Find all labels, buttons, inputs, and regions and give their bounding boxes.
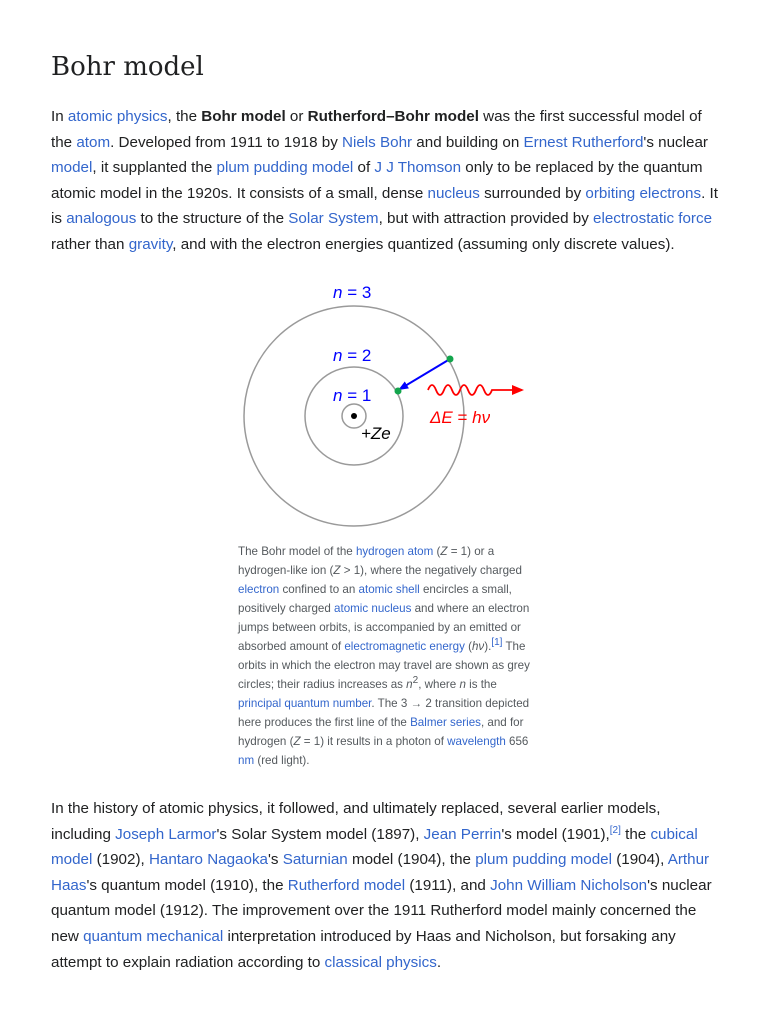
link-atomic-shell[interactable]: atomic shell — [358, 583, 420, 596]
text: and building on — [412, 133, 524, 151]
text: . The 3 → 2 transition depicted here produces the first line of the — [238, 697, 530, 729]
n3-rest: = 3 — [342, 283, 372, 302]
text: to the structure of the — [136, 210, 289, 228]
italic-z: Z — [333, 564, 341, 577]
text: , and with the electron energies quantized (assuming only discrete values). — [172, 235, 675, 253]
page-title: Bohr model — [51, 52, 204, 82]
photon-energy-label — [429, 408, 491, 427]
link-classical-physics[interactable]: classical physics — [324, 953, 437, 971]
link-quantum-mechanical[interactable]: quantum mechanical — [83, 927, 224, 945]
text: , it supplanted the — [92, 159, 217, 177]
nucleus-dot — [351, 413, 357, 419]
electron-n2 — [395, 388, 402, 395]
link-hydrogen-atom[interactable]: hydrogen atom — [355, 545, 434, 558]
link-nucleus[interactable]: nucleus — [427, 184, 480, 202]
text: (1911), and — [405, 876, 491, 894]
link-plum-pudding-model-2[interactable]: plum pudding model — [475, 851, 612, 869]
link-john-william-nicholson[interactable]: John William Nicholson — [490, 876, 648, 894]
italic-z: Z — [440, 545, 448, 558]
link-balmer-series[interactable]: Balmer series — [410, 716, 481, 729]
link-electromagnetic-energy[interactable]: electromagnetic energy — [344, 640, 465, 653]
n1-rest: = 1 — [342, 386, 372, 405]
text: 's nuclear quantum model (1912). The improvement over the 1911 Rutherford model mainly concerned the new — [51, 876, 712, 945]
text: and where an electron jumps between orbits, is accompanied by an emitted or absorbed amount of — [238, 602, 530, 653]
bohr-model-figure[interactable] — [232, 280, 532, 548]
history-paragraph — [51, 796, 723, 975]
n2-rest: = 2 — [342, 346, 372, 365]
figure-caption — [238, 542, 534, 770]
link-jean-perrin[interactable]: Jean Perrin — [423, 825, 502, 843]
link-atomic-nucleus[interactable]: atomic nucleus — [334, 602, 412, 615]
link-plum-pudding-model[interactable]: plum pudding model — [216, 159, 354, 177]
text: (1902), — [92, 851, 149, 869]
text: In — [51, 108, 68, 125]
link-arthur-haas[interactable]: Arthur Haas — [51, 851, 710, 894]
n2-var: n — [333, 346, 343, 365]
text: rather than — [51, 235, 129, 253]
link-electron[interactable]: electron — [238, 583, 280, 596]
text: ). — [484, 640, 492, 653]
text: = 1) or a hydrogen-like ion ( — [238, 545, 495, 577]
link-rutherford-model[interactable]: Rutherford model — [287, 876, 406, 894]
link-atom[interactable]: atom — [76, 133, 111, 151]
photon-wave — [428, 385, 522, 395]
italic-n: n — [459, 678, 466, 691]
text: the — [620, 825, 651, 843]
text: > 1), where the negatively charged — [340, 564, 522, 577]
text: = 1) it results in a photon of — [300, 735, 448, 748]
link-saturnian[interactable]: Saturnian — [282, 851, 348, 869]
text: 's quantum model (1910), the — [86, 876, 288, 894]
text: The orbits in which the electron may travel are shown as grey circles; their radius increases as — [238, 640, 530, 691]
link-solar-system[interactable]: Solar System — [288, 210, 379, 228]
label-n2 — [333, 346, 371, 365]
superscript-2: 2 — [412, 675, 419, 687]
link-electrostatic-force[interactable]: electrostatic force — [593, 210, 713, 228]
text: surrounded by — [479, 184, 586, 202]
text: ( — [464, 640, 472, 653]
link-model[interactable]: model — [51, 159, 93, 177]
text: was the first successful model of the — [51, 108, 702, 151]
link-orbiting-electrons[interactable]: orbiting electrons — [585, 184, 702, 202]
text: model (1904), the — [347, 851, 476, 869]
text: of — [353, 159, 375, 177]
text: , the — [167, 108, 202, 125]
label-n3 — [333, 283, 371, 302]
italic-n: n — [406, 678, 413, 691]
text: (1904), — [611, 851, 668, 869]
italic-hv: hν — [471, 640, 485, 653]
text: . Developed from 1911 to 1918 by — [110, 133, 343, 151]
intro-paragraph — [51, 104, 723, 258]
text: encircles a small, positively charged — [238, 583, 512, 615]
text: 656 — [505, 735, 529, 748]
italic-z: Z — [293, 735, 301, 748]
text: only to be replaced by the quantum atomic model in the 1920s. It consists of a small, dense — [51, 159, 703, 202]
bohr-diagram — [232, 280, 532, 548]
link-niels-bohr[interactable]: Niels Bohr — [342, 133, 413, 151]
text: , but with attraction provided by — [378, 210, 594, 228]
link-wavelength[interactable]: wavelength — [447, 735, 506, 748]
text: 's — [267, 851, 283, 869]
text: interpretation introduced by Haas and Nicholson, but forsaking any attempt to explain radiation according to — [51, 927, 676, 971]
reference-2[interactable]: [2] — [609, 824, 621, 836]
text: , and for hydrogen ( — [238, 716, 524, 748]
link-hantaro-nagaoka[interactable]: Hantaro Nagaoka — [148, 851, 268, 869]
bold-term: Rutherford–Bohr model — [307, 108, 479, 125]
n3-var: n — [333, 283, 343, 302]
text: 's nuclear — [643, 133, 708, 151]
link-jj-thomson[interactable]: J J Thomson — [374, 159, 462, 177]
text: . It is — [51, 184, 718, 228]
energy-eq: = — [452, 408, 473, 427]
link-cubical-model[interactable]: cubical model — [51, 825, 698, 869]
transition-arrow — [400, 359, 450, 389]
energy-h: hν — [472, 408, 491, 427]
label-n1 — [333, 386, 371, 405]
text: 's model (1901), — [501, 825, 610, 843]
link-joseph-larmor[interactable]: Joseph Larmor — [115, 825, 217, 843]
text: The Bohr model of the — [238, 545, 356, 558]
text: , where — [418, 678, 460, 691]
link-principal-quantum-number[interactable]: principal quantum number — [238, 697, 372, 710]
electron-n3 — [447, 356, 454, 363]
link-ernest-rutherford[interactable]: Ernest Rutherford — [523, 133, 644, 151]
text: (red light). — [254, 754, 310, 767]
n1-var: n — [333, 386, 343, 405]
text: confined to an — [279, 583, 359, 596]
reference-1[interactable]: [1] — [491, 637, 503, 649]
text: is the — [465, 678, 497, 691]
bold-term: Bohr model — [201, 108, 286, 125]
energy-delta: ΔE — [430, 408, 453, 427]
text: or — [285, 108, 308, 125]
nucleus-charge-label: +Ze — [361, 424, 391, 443]
link-nm[interactable]: nm — [238, 754, 255, 767]
link-atomic-physics[interactable]: atomic physics — [67, 108, 168, 125]
link-analogous[interactable]: analogous — [66, 210, 137, 228]
text: 's Solar System model (1897), — [216, 825, 424, 843]
link-gravity[interactable]: gravity — [128, 235, 173, 253]
text: In the history of atomic physics, it followed, and ultimately replaced, several earlier models, including — [51, 800, 661, 843]
text: ( — [433, 545, 441, 558]
text: . — [436, 953, 442, 971]
